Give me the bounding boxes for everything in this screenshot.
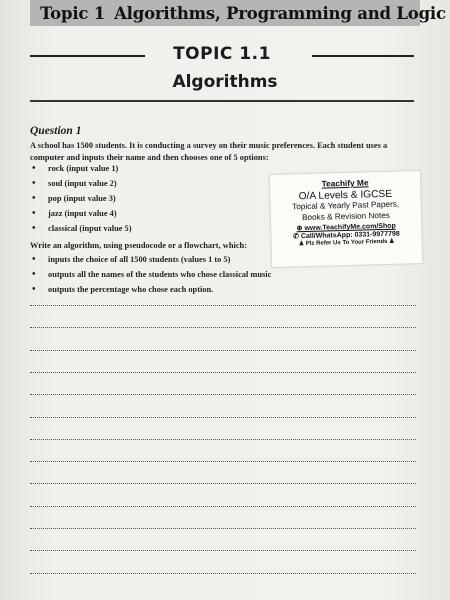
topic-name: Algorithms, Programming and Logic — [114, 3, 446, 23]
ad-desc-1: Topical & Yearly Past Papers, — [292, 199, 400, 212]
ad-refer: ♟ Plz Refer Us To Your Friends ♟ — [298, 238, 395, 248]
answer-line — [30, 439, 416, 440]
heading-rule-right — [312, 55, 414, 57]
question-instruction: Write an algorithm, using pseudocode or a flowchart, which: — [30, 241, 247, 250]
bullet-icon: • — [32, 178, 36, 189]
topic-header-band — [30, 0, 446, 26]
section-heading — [30, 44, 414, 68]
teachify-ad-stamp — [269, 170, 423, 268]
answer-line — [30, 461, 416, 462]
answer-line — [30, 394, 416, 395]
answer-line — [30, 305, 416, 306]
topic-number: Topic 1 — [40, 3, 106, 23]
ad-brand: Teachify Me — [321, 177, 369, 189]
bullet-icon: • — [32, 269, 36, 280]
answer-line — [30, 327, 416, 328]
section-title: Algorithms — [172, 72, 278, 92]
bullet-icon: • — [32, 284, 36, 295]
answer-line — [30, 550, 416, 551]
answer-line — [30, 372, 416, 373]
ad-desc-2: Books & Revision Notes — [301, 210, 390, 222]
question-intro: A school has 1500 students. It is conducting a survey on their music preferences. Each student uses a computer and inputs their name and then chooses one of 5 options: — [30, 141, 388, 162]
bullet-icon: • — [32, 208, 36, 219]
worksheet-page: Topic 1 Algorithms, Programming and Logic TOPIC 1.1 Algorithms Question 1 A school has 1500 students. It is conducting a survey on their music preferences. Each student uses a computer and inputs their name and then chooses one of 5 options: • rock (input value 1) • soul (input value 2) • pop (input value 3) • jazz (input value 4) • classical (input value 5) Write an algorithm, using pseudocode or a flowchart, which: • inputs the choice of all 1500 students (values 1 to 5) • outputs all the names of the students who chose classical music • outputs the percentage who chose each option. Teachify Me O/A Levels & IGCSE Topical & Yearly Past Papers, Books & Revision Notes ⊕ www.TeachifyMe.com/Shop ✆ Call/WhatsApp: 0331-9977798 ♟ Plz Refer Us To Your Friends ♟ — [0, 0, 450, 600]
bullet-icon: • — [32, 254, 36, 265]
bullet-icon: • — [32, 163, 36, 174]
answer-line — [30, 350, 416, 351]
answer-line — [30, 528, 416, 529]
ad-levels: O/A Levels & IGCSE — [298, 188, 393, 203]
answer-line — [30, 506, 416, 507]
answer-line — [30, 483, 416, 484]
section-number: TOPIC 1.1 — [173, 44, 271, 64]
answer-line — [30, 573, 416, 574]
ad-website: ⊕ www.TeachifyMe.com/Shop — [296, 222, 396, 233]
ad-phone: ✆ Call/WhatsApp: 0331-9977798 — [293, 230, 400, 241]
question-label: Question 1 — [30, 125, 82, 137]
section-divider — [30, 100, 414, 102]
bullet-icon: • — [32, 223, 36, 234]
answer-line — [30, 417, 416, 418]
bullet-icon: • — [32, 193, 36, 204]
